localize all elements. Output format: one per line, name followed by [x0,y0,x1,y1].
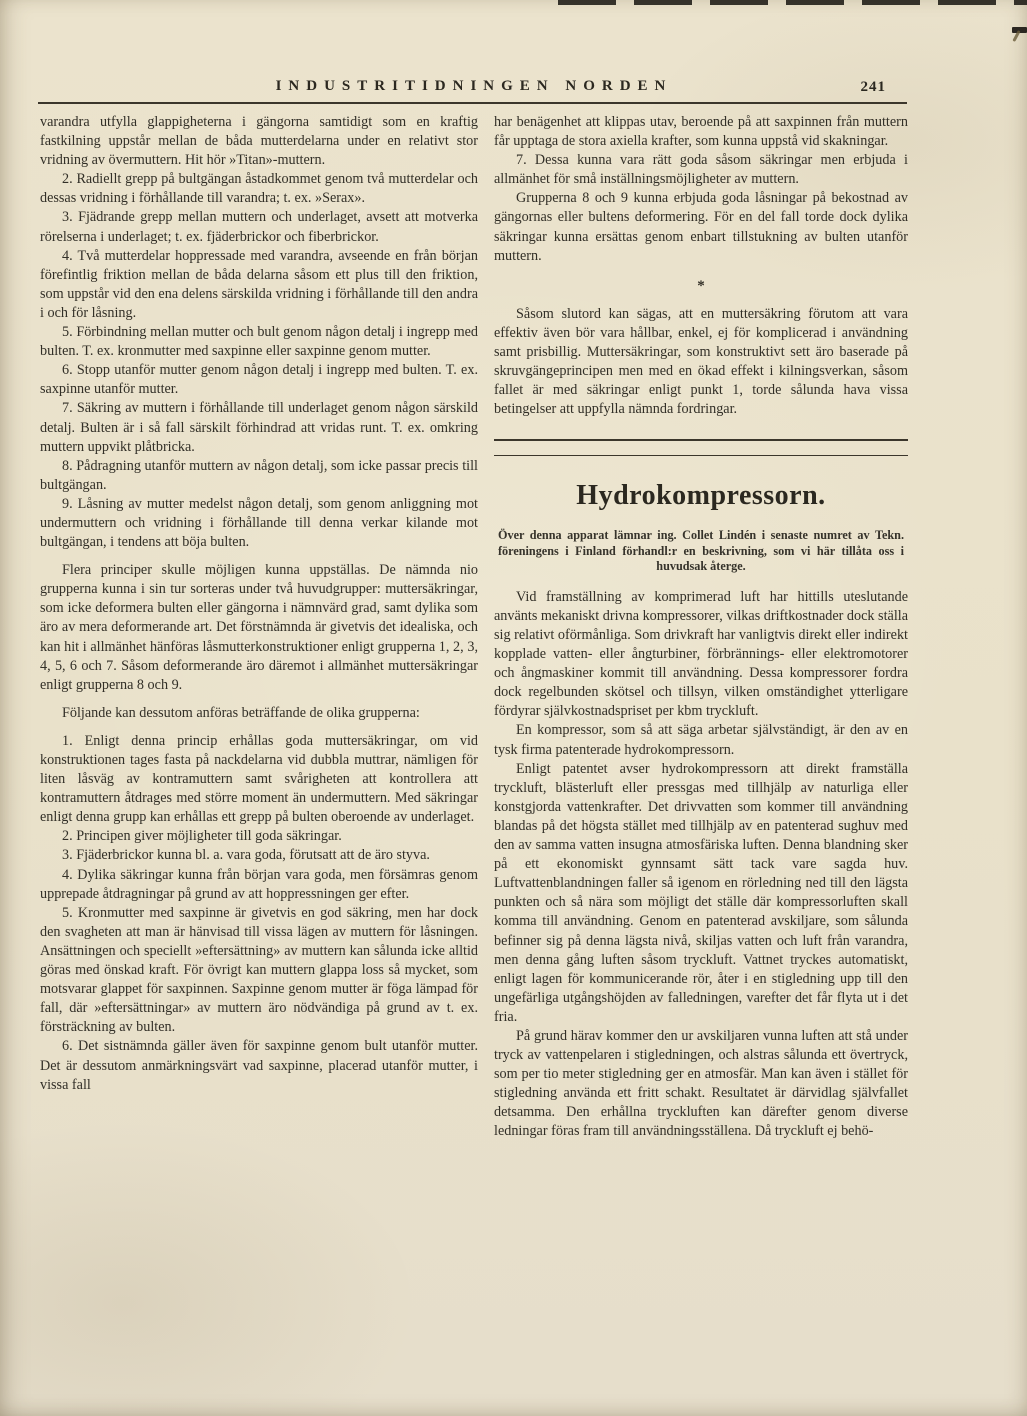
scan-edge-mark-top [558,0,1027,5]
page-number: 241 [860,79,886,95]
text-columns [40,113,908,1142]
paragraph: På grund härav kommer den ur avskiljaren vunna luften att stå under tryck av vattenpelaren i stigledningen, och alstras sålunda ett övertryck, som per tio meter stigledning ger en atmosfär. Man kan även i stället för stigledning använda ett fritt schakt. Resultatet är därvidlag självfallet detsamma. Den erhållna tryckluften kan därefter genom diverse ledningar föras fram till användningsställena. Då tryckluft ej behö- [494,1027,908,1140]
section-rule-thick [494,439,908,441]
paragraph: 1. Enligt denna princip erhållas goda muttersäkringar, om vid konstruktionen tages fasta på nackdelarna vid dubbla muttrar, nämligen för liten låsväg av kontramuttern samt svårigheten att kontrollera att kontramuttern åtdrages med större moment än undermuttern. Med säkringar enligt denna grupp kan erhållas ett grepp på bulten oberoende av underlaget. [40,732,478,826]
paragraph: Såsom slutord kan sägas, att en muttersäkring förutom att vara effektiv även bör vara hållbar, enkel, ej för komplicerad i användning samt prisbillig. Muttersäkringar, som konstruktivt sett äro baserade på skruvgängeprincipen men med en ökad effekt i kilningsverkan, såsom fallet är med säkringar enligt punkt 1, torde sålunda hava vissa betingelser att uppfylla nämnda fordringar. [494,305,908,418]
left-column [40,113,478,1095]
paragraph: 2. Radiellt grepp på bultgängan åstadkommet genom två mutterdelar och dessas vridning i förhållande till varandra; t. ex. »Serax». [40,171,478,207]
article-title: Hydrokompressorn. [576,480,826,512]
paragraph: 6. Det sistnämnda gäller även för saxpinne genom bult utanför mutter. Det är dessutom anmärkningsvärt vad saxpinne, placerad utanför mutter, i vissa fall [40,1038,478,1093]
asterisk-separator: * [697,277,705,294]
paragraph: 4. Två mutterdelar hoppressade med varandra, avseende en från början förefintlig friktion mellan de båda delarna såsom ett plus till den friktion, som uppstår vid den ena delens särskilda vridning i förhållande till den andra i och för låsning. [40,247,478,321]
paragraph: 3. Fjäderbrickor kunna bl. a. vara goda, förutsatt att de äro styva. [62,847,430,864]
right-column [494,113,908,1142]
paragraph: 8. Pådragning utanför muttern av någon detalj, som icke passar precis till bultgängan. [40,457,478,493]
paragraph: Vid framställning av komprimerad luft har hittills uteslutande använts mekaniskt drivna kompressorer, vilkas driftkostnader dock ställa sig relativt oförmånliga. Som drivkraft har vanligtvis direkt eller indirekt kopplade vatten- eller ångturbiner, förbrännings- eller elektromotorer och ångmaskiner kommit till användning. Dessa kompressorer fordra dock regelbunden skötsel och tillsyn, vilken omständighet ytterligare fördyrar självkostnadspriset per kbm tryckluft. [494,588,908,720]
paragraph: 6. Stopp utanför mutter genom någon detalj i ingrepp med bulten. T. ex. saxpinne utanför mutter. [40,362,478,398]
header-rule [38,102,907,104]
paragraph: 9. Låsning av mutter medelst någon detalj, som genom anliggning mot undermuttern och vridning i förhållande till denna verkar kilande mot bultgängan, i tendens att böja bulten. [40,495,478,551]
journal-title: INDUSTRITIDNINGEN NORDEN [275,78,673,94]
article-body [494,588,908,1142]
paragraph: 3. Fjädrande grepp mellan muttern och underlaget, avsett att motverka rörelserna i underlaget; t. ex. fjäderbrickor och fiberbrickor. [40,209,478,245]
paragraph: 5. Kronmutter med saxpinne är givetvis en god säkring, men har dock den svagheten att man är hänvisad till vissa lägen av muttern för låsningen. Ansättningen och speciellt »eftersättning» av muttern kan sålunda icke alltid göras med önskad kraft. För övrigt kan muttern glappa loss så mycket, som motsvarar glappet för saxpinnen. Saxpinne genom mutter är föga lämpad för fall, där »eftersättningar» av muttern äro nödvändiga på grund av t. ex. försträckning av bulten. [40,904,478,1036]
article-hydrokompressorn [494,439,908,1141]
section-rule-thin [494,455,908,456]
paragraph: Flera principer skulle möjligen kunna uppställas. De nämnda nio grupperna kunna i sin tur sorteras under två huvudgrupper: muttersäkringar, som icke deformera bulten eller gängorna i nämnvärd grad, samt dylika som äro av mera deformerande art. Det förstnämnda är givetvis det idealiska, och kan hit i allmänhet hänföras låsmutterkonstruktioner enligt grupperna 1, 2, 3, 4, 5, 6 och 7. Såsom deformerande äro däremot i allmänhet muttersäkringar enligt grupperna 8 och 9. [40,562,478,693]
paragraph: varandra utfylla glappigheterna i gängorna samtidigt som en kraftig fastkilning uppstår mellan de båda mutterdelarna under en relativt stor vridning av övermuttern. Hit hör »Titan»-muttern. [40,114,478,169]
paragraph: 7. Säkring av muttern i förhållande till underlaget genom någon särskild detalj. Bulten är i så fall särskilt förhindrad att vridas runt. T. ex. omkring muttern uppvikt plåtbricka. [40,400,478,455]
paragraph: 5. Förbindning mellan mutter och bult genom någon detalj i ingrepp med bulten. T. ex. kronmutter med saxpinne eller saxpinne genom mutter. [40,324,478,360]
paragraph: En kompressor, som så att säga arbetar självständigt, är den av en tysk firma patenterade hydrokompressorn. [494,722,908,758]
paragraph: 2. Principen giver möjligheter till goda säkringar. [62,828,342,845]
paragraph: Grupperna 8 och 9 kunna erbjuda goda låsningar på bekostnad av gängornas eller bultens deformering. För en del fall torde dock dylika säkringar kunna ersättas genom enbart tillstukning av bulten utanför muttern. [494,190,908,264]
paragraph: 4. Dylika säkringar kunna från början vara goda, men försämras genom upprepade åtdragningar på grund av att hoppressningen ger efter. [40,866,478,902]
page-header [40,78,908,100]
article-lead: Över denna apparat lämnar ing. Collet Lindén i senaste numret av Tekn. föreningens i Finland förhandl:r en beskrivning, som vi här tillåta oss i huvudsak återge. [498,528,904,574]
paragraph: 7. Dessa kunna vara rätt goda såsom säkringar men erbjuda i allmänhet för små inställningsmöjligheter av muttern. [494,152,908,188]
paragraph: Följande kan dessutom anföras beträffande de olika grupperna: [62,704,420,721]
paragraph: har benägenhet att klippas utav, beroende på att saxpinnen från muttern får upptaga de stora axiella krafter, som kunna uppstå vid skakningar. [494,114,908,150]
paragraph: Enligt patentet avser hydrokompressorn att direkt framställa tryckluft, blästerluft eller pressgas med tillhjälp av naturliga eller konstgjorda vattenkrafter. Det drivvatten som kommer till användning blandas på det högsta stället med tillhjälp av en patenterad sughuv med den av samma vatten insugna atmosfäriska luften. Denna blandning sker på ett ekonomiskt gynnsamt sätt tack vare sagda huv. Luftvattenblandningen faller så igenom en rörledning ned till den lägsta punkten och så nära som möjligt det ställe där kompressorluften skall komma till användning. Genom en patenterad avskiljare, som sålunda befinner sig på denna lägsta nivå, skiljas vatten och luft från varandra, men denna gång luften såsom tryckluft. Vattnet tryckes automatiskt, enligt lagen för kommunicerande rör, åter i en stigledning upp till den ungefärliga utgångshöjden av falledningen, varefter det får flyta ut i det fria. [494,760,908,1025]
